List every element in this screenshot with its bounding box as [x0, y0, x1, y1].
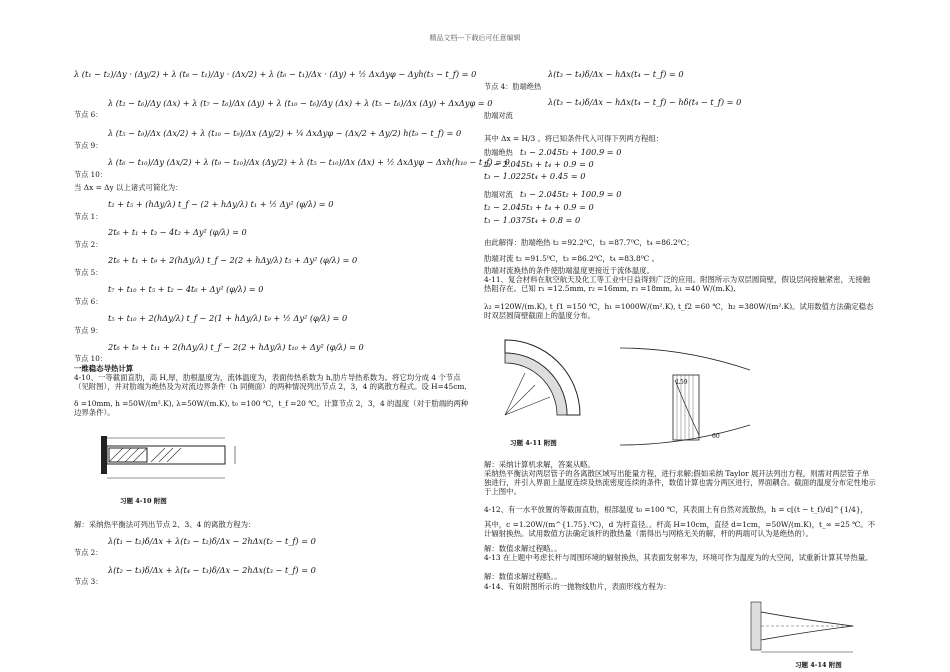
node-1-equation: t₂ + t₅ + (hΔy/λ) t_f − (2 + hΔy/λ) t₁ + ½ Δy² (φ/λ) = 0 — [108, 199, 334, 209]
node-10-label: 节点 10： — [74, 170, 107, 179]
node-6b-label: 节点 6： — [74, 297, 103, 306]
figure-4-14-caption: 习题 4-14 附图 — [795, 661, 842, 669]
node-2-equation: 2t₆ + t₁ + t₃ − 4t₂ + Δy² (φ/λ) = 0 — [108, 227, 247, 237]
group-2-eq-b: t₂ − 2.045t₃ + t₄ + 0.9 = 0 — [484, 202, 594, 212]
problem-4-12-detail: 其中，c =1.20W/(m^{1.75}.⁰C)，d 为杆直径。。杆高 H=10cm，直径 d=1cm，=50W/(m.K)，t_∞ =25 ℃。不计辐射换热。试用数值方法确定该杆的散热量（需得出与网格无关的解，杆的两端可认为是绝热的）。 — [484, 520, 876, 538]
equation-1: λ (t₁ − t₂)/Δy · (Δy/2) + λ (t₈ − t₁)/Δy · (Δx/2) + λ (t₆ − t₁)/Δx · (Δy) + ½ ΔxΔyφ − Δyh(t₅ − t_f) = 0 — [74, 69, 477, 79]
problem-4-14-text: 4-14、有如附图所示的一抛物线肋片，表面形线方程为： — [484, 582, 671, 591]
figure-4-10-caption: 习题 4-10 附图 — [120, 497, 167, 505]
result-insulated: 由此解得：肋端绝热 t₂ =92.2⁰C，t₃ =87.7⁰C，t₄ =86.2⁰C； — [484, 238, 694, 247]
group-1-eq-b: t₂ − 2.045t₃ + t₄ + 0.9 = 0 — [484, 159, 594, 169]
solution-4-10: 解：采纳热平衡法可列出节点 2、3、4 的离散方程为： — [74, 520, 256, 529]
node-4-insulated-label: 节点 4：肋端绝热 — [484, 82, 542, 91]
figure-4-11-right — [615, 340, 755, 450]
node-4-convective-label: 肋端对流 — [484, 111, 513, 120]
node-6b-equation: t₇ + t₁₀ + t₅ + t₂ − 4t₆ + Δy² (φ/λ) = 0 — [108, 284, 264, 294]
node-6-label: 节点 6： — [74, 110, 103, 119]
result-note: 肋端对流换热的条件使肋端温度更接近于流体温度。 — [484, 266, 654, 275]
node-5-label: 节点 5： — [74, 268, 103, 277]
delta-x-text: 其中 Δx = H/3 。将已知条件代入可得下列两方程组： — [484, 134, 664, 143]
node-10b-label: 节点 10： — [74, 354, 107, 363]
equation-2: λ (t₂ − t₆)/Δy (Δx) + λ (t₇ − t₆)/Δx (Δy) + λ (t₁₀ − t₆)/Δy (Δx) + λ (t₅ − t₆)/Δx (Δy) + ΔxΔyφ = 0 — [108, 98, 493, 108]
figure-4-11-label-60: 60 — [712, 433, 720, 440]
problem-4-10-text: 4-10、一等截面直肋，高 H,厚，肋根温度为，流体温度为，表面传热系数为 h,肋片导热系数为。将它均分成 4 个节点（见附图），并对肋端为绝热及为对流边界条件（h 同侧面）的两种情况列出节点 2，3，4 的离散方程式。设 H=45cm, — [74, 373, 467, 391]
node-1-label: 节点 1： — [74, 212, 103, 221]
result-convective: 肋端对流 t₂ =91.5⁰C，t₃ =86.2⁰C，t₄ =83.8⁰C 。 — [484, 254, 660, 263]
sol-node-3-equation: λ(t₂ − t₃)δ/Δx + λ(t₄ − t₃)δ/Δx − 2hΔx(t₃ − t_f) = 0 — [108, 565, 316, 575]
figure-4-10 — [95, 430, 245, 492]
group-1-label: 肋端绝热 — [484, 148, 513, 157]
sol-node-2-label: 节点 2： — [74, 548, 103, 557]
problem-4-11-text: 4-11、复合材料在航空航天及化工等工业中日益得到广泛的应用。附图所示为双层圆筒壁，假设层间接触紧密，无接触热阻存在。已知 r₁ =12.5mm, r₂ =16mm, r₃ =18mm, λ₁ =40 W/(m.K), — [484, 275, 871, 293]
node-2-label: 节点 2： — [74, 240, 103, 249]
problem-4-13-text: 4-13 在上题中考虑长杆与周围环境的辐射换热，其表面发射率为，环境可作为温度为的大空间，试重新计算其导热量。 — [484, 553, 873, 562]
node-4-convective-equation: λ(t₃ − t₄)δ/Δx − hΔx(t₄ − t_f) − hδ(t₄ − t_f) = 0 — [548, 97, 742, 107]
figure-4-11-left — [495, 335, 585, 435]
group-1-eq-a: t₃ − 2.045t₂ + 100.9 = 0 — [520, 147, 622, 157]
page-header: 精品文档---下载后可任意编辑 — [429, 34, 521, 42]
group-2-eq-a: t₃ − 2.045t₂ + 100.9 = 0 — [520, 189, 622, 199]
problem-4-11-values: λ₂ =120W/(m.K), t_f1 =150 ℃，h₁ =1000W/(m².K), t_f2 =60 ℃，h₂ =380W/(m².K)。试用数值方法确定稳态时双层圆筒壁截面上的温度分布。 — [484, 302, 874, 320]
figure-4-11-label-l59: L59 — [676, 379, 688, 386]
sol-node-2-equation: λ(t₁ − t₂)δ/Δx + λ(t₃ − t₂)δ/Δx − 2hΔx(t₂ − t_f) = 0 — [108, 536, 316, 546]
sol-node-3-label: 节点 3： — [74, 577, 103, 586]
problem-4-10-values: δ =10mm, h =50W/(m².K), λ=50W/(m.K), t₀ =100 ℃，t_f =20 ℃。计算节点 2，3，4 的温度（对于肋端的两种边界条件）。 — [74, 399, 469, 417]
group-2-eq-c: t₃ − 1.0375t₄ + 0.8 = 0 — [484, 215, 581, 225]
node-10b-equation: 2t₆ + t₉ + t₁₁ + 2(hΔy/λ) t_f − 2(2 + hΔy/λ) t₁₀ + Δy² (φ/λ) = 0 — [108, 342, 364, 352]
solution-4-13: 解：数值求解过程略。。 — [484, 572, 562, 581]
simplify-text: 当 Δx = Δy 以上诸式可简化为： — [74, 183, 183, 192]
solution-4-11: 解：采纳计算机求解，答案从略。 — [484, 460, 595, 469]
solution-4-12: 解：数值求解过程略。。 — [484, 544, 562, 553]
node-4-insulated-equation: λ(t₃ − t₄)δ/Δx − hΔx(t₄ − t_f) = 0 — [548, 69, 684, 79]
group-2-label: 肋端对流 — [484, 190, 513, 199]
figure-4-11-caption: 习题 4-11 附图 — [510, 439, 557, 447]
solution-4-11-detail: 采纳热平衡法对两层管子的各离散区域写出能量方程，进行求解;假如采纳 Taylor 展开法列出方程，则需对两层管子单独进行，并引入界面上温度连续及热流密度连续的条件，数值计算也需分两区进行，界面耦合。截面的温度分布定性地示于上图中。 — [484, 469, 876, 496]
equation-3: λ (t₅ − t₉)/Δx (Δx/2) + λ (t₁₀ − t₉)/Δx (Δy/2) + ¼ ΔxΔyφ − (Δx/2 + Δy/2) h(t₉ − t_f) = 0 — [108, 128, 462, 138]
equation-4: λ (t₆ − t₁₀)/Δy (Δx/2) + λ (t₉ − t₁₀)/Δx (Δy/2) + λ (t₅ − t₁₀)/Δx (Δx) + ½ ΔxΔyφ − Δxh(h₁₀ − t_f) = 0 — [108, 157, 510, 167]
node-5-equation: 2t₆ + t₁ + t₉ + 2(hΔy/λ) t_f − 2(2 + hΔy/λ) t₅ + Δy² (φ/λ) = 0 — [108, 255, 358, 265]
node-9-label: 节点 9： — [74, 141, 103, 150]
section-title: 一维稳态导热计算 — [74, 364, 134, 373]
node-9b-equation: t₅ + t₁₀ + 2(hΔy/λ) t_f − 2(1 + hΔy/λ) t₉ + ½ Δy² (φ/λ) = 0 — [108, 313, 348, 323]
problem-4-12-text: 4-12、有一水平放置的等截面直肋，根部温度 t₀ =100 ℃，其表面上有自然对流散热，h = c[(t − t_f)/d]^{1/4}， — [484, 505, 868, 514]
group-1-eq-c: t₃ − 1.0225t₄ + 0.45 = 0 — [484, 171, 586, 181]
figure-4-14 — [745, 598, 860, 656]
node-9b-label: 节点 9： — [74, 326, 103, 335]
